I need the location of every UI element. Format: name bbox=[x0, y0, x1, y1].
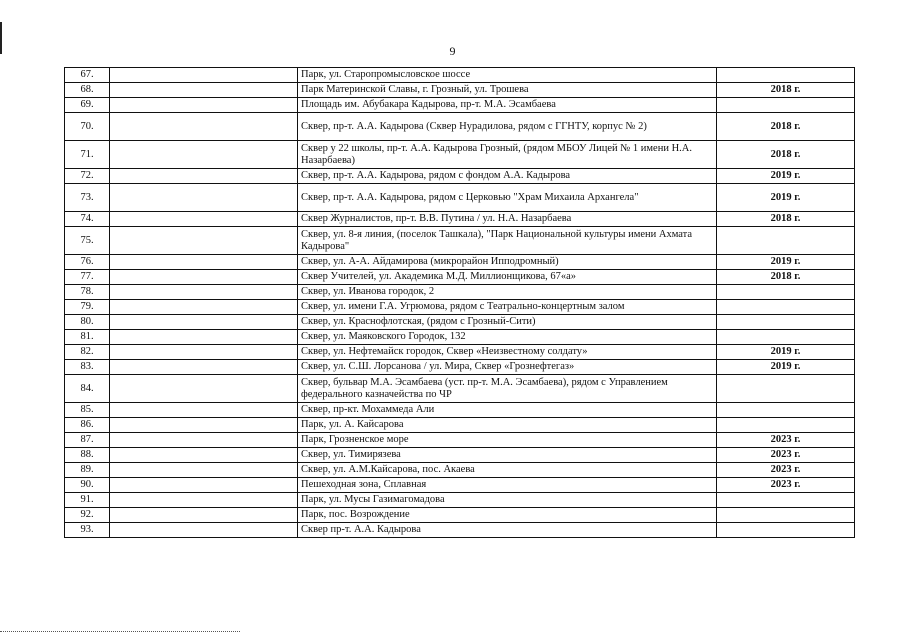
year-cell: 2018 г. bbox=[717, 113, 855, 141]
table-row bbox=[65, 330, 855, 345]
empty-cell bbox=[110, 418, 298, 433]
year-cell: 2018 г. bbox=[717, 141, 855, 169]
object-name: Сквер, ул. Краснофлотская, (рядом с Грозный-Сити) bbox=[298, 315, 717, 330]
object-name: Сквер, бульвар М.А. Эсамбаева (уст. пр-т. М.А. Эсамбаева), рядом с Управлением федерального казначейства по ЧР bbox=[298, 375, 717, 403]
table-row bbox=[65, 113, 855, 141]
table-row bbox=[65, 478, 855, 493]
object-name: Парк, ул. Старопромысловское шоссе bbox=[298, 68, 717, 83]
table-row bbox=[65, 184, 855, 212]
row-number: 80. bbox=[65, 315, 110, 330]
row-number: 81. bbox=[65, 330, 110, 345]
year-cell bbox=[717, 523, 855, 538]
empty-cell bbox=[110, 184, 298, 212]
scan-noise bbox=[0, 631, 240, 632]
table-row bbox=[65, 270, 855, 285]
empty-cell bbox=[110, 227, 298, 255]
object-name: Сквер Учителей, ул. Академика М.Д. Миллионщикова, 67«а» bbox=[298, 270, 717, 285]
empty-cell bbox=[110, 270, 298, 285]
row-number: 67. bbox=[65, 68, 110, 83]
year-cell bbox=[717, 300, 855, 315]
empty-cell bbox=[110, 255, 298, 270]
object-name: Сквер, ул. Нефтемайск городок, Сквер «Неизвестному солдату» bbox=[298, 345, 717, 360]
object-name: Сквер у 22 школы, пр-т. А.А. Кадырова Грозный, (рядом МБОУ Лицей № 1 имени Н.А. Назарбаева) bbox=[298, 141, 717, 169]
year-cell: 2023 г. bbox=[717, 433, 855, 448]
empty-cell bbox=[110, 433, 298, 448]
empty-cell bbox=[110, 463, 298, 478]
object-name: Сквер, ул. С.Ш. Лорсанова / ул. Мира, Сквер «Грознефтегаз» bbox=[298, 360, 717, 375]
year-cell bbox=[717, 315, 855, 330]
object-name: Сквер пр-т. А.А. Кадырова bbox=[298, 523, 717, 538]
object-name: Сквер, пр-т. А.А. Кадырова (Сквер Нурадилова, рядом с ГГНТУ, корпус № 2) bbox=[298, 113, 717, 141]
table-row bbox=[65, 300, 855, 315]
empty-cell bbox=[110, 360, 298, 375]
empty-cell bbox=[110, 403, 298, 418]
table-row bbox=[65, 433, 855, 448]
year-cell: 2018 г. bbox=[717, 212, 855, 227]
object-name: Сквер, пр-т. А.А. Кадырова, рядом с Церковью "Храм Михаила Архангела" bbox=[298, 184, 717, 212]
empty-cell bbox=[110, 315, 298, 330]
object-name: Парк, Грозненское море bbox=[298, 433, 717, 448]
table-row bbox=[65, 345, 855, 360]
year-cell: 2018 г. bbox=[717, 83, 855, 98]
empty-cell bbox=[110, 113, 298, 141]
object-name: Сквер, ул. А.М.Кайсарова, пос. Акаева bbox=[298, 463, 717, 478]
row-number: 82. bbox=[65, 345, 110, 360]
year-cell bbox=[717, 493, 855, 508]
empty-cell bbox=[110, 330, 298, 345]
table-row bbox=[65, 98, 855, 113]
table-row bbox=[65, 169, 855, 184]
table-row bbox=[65, 375, 855, 403]
row-number: 86. bbox=[65, 418, 110, 433]
year-cell: 2019 г. bbox=[717, 360, 855, 375]
empty-cell bbox=[110, 375, 298, 403]
year-cell bbox=[717, 508, 855, 523]
empty-cell bbox=[110, 212, 298, 227]
object-name: Сквер, ул. Маяковского Городок, 132 bbox=[298, 330, 717, 345]
row-number: 75. bbox=[65, 227, 110, 255]
empty-cell bbox=[110, 523, 298, 538]
row-number: 71. bbox=[65, 141, 110, 169]
empty-cell bbox=[110, 98, 298, 113]
row-number: 87. bbox=[65, 433, 110, 448]
table-row bbox=[65, 227, 855, 255]
table-row bbox=[65, 418, 855, 433]
year-cell: 2019 г. bbox=[717, 345, 855, 360]
empty-cell bbox=[110, 285, 298, 300]
row-number: 76. bbox=[65, 255, 110, 270]
year-cell bbox=[717, 330, 855, 345]
object-name: Парк, ул. А. Кайсарова bbox=[298, 418, 717, 433]
year-cell bbox=[717, 68, 855, 83]
year-cell bbox=[717, 403, 855, 418]
object-name: Пешеходная зона, Сплавная bbox=[298, 478, 717, 493]
object-name: Сквер, ул. имени Г.А. Угрюмова, рядом с Театрально-концертным залом bbox=[298, 300, 717, 315]
object-name: Сквер, пр-т. А.А. Кадырова, рядом с фондом А.А. Кадырова bbox=[298, 169, 717, 184]
table-row bbox=[65, 141, 855, 169]
table-row bbox=[65, 212, 855, 227]
row-number: 88. bbox=[65, 448, 110, 463]
object-name: Сквер, ул. 8-я линия, (поселок Ташкала), "Парк Национальной культуры имени Ахмата Кадырова" bbox=[298, 227, 717, 255]
empty-cell bbox=[110, 448, 298, 463]
year-cell bbox=[717, 375, 855, 403]
objects-table bbox=[64, 67, 855, 538]
empty-cell bbox=[110, 508, 298, 523]
row-number: 79. bbox=[65, 300, 110, 315]
table-row bbox=[65, 255, 855, 270]
object-name: Сквер, ул. Иванова городок, 2 bbox=[298, 285, 717, 300]
table-row bbox=[65, 493, 855, 508]
empty-cell bbox=[110, 83, 298, 98]
empty-cell bbox=[110, 345, 298, 360]
row-number: 73. bbox=[65, 184, 110, 212]
row-number: 89. bbox=[65, 463, 110, 478]
object-name: Парк, пос. Возрождение bbox=[298, 508, 717, 523]
row-number: 72. bbox=[65, 169, 110, 184]
year-cell: 2019 г. bbox=[717, 169, 855, 184]
table-row bbox=[65, 315, 855, 330]
object-name: Парк Материнской Славы, г. Грозный, ул. Трошева bbox=[298, 83, 717, 98]
row-number: 68. bbox=[65, 83, 110, 98]
year-cell bbox=[717, 98, 855, 113]
table-row bbox=[65, 448, 855, 463]
object-name: Сквер, ул. А-А. Айдамирова (микрорайон Ипподромный) bbox=[298, 255, 717, 270]
year-cell bbox=[717, 418, 855, 433]
page-number: 9 bbox=[449, 44, 456, 58]
object-name: Площадь им. Абубакара Кадырова, пр-т. М.А. Эсамбаева bbox=[298, 98, 717, 113]
row-number: 85. bbox=[65, 403, 110, 418]
object-name: Сквер, пр-кт. Мохаммеда Али bbox=[298, 403, 717, 418]
year-cell: 2023 г. bbox=[717, 478, 855, 493]
table-row bbox=[65, 68, 855, 83]
row-number: 90. bbox=[65, 478, 110, 493]
row-number: 91. bbox=[65, 493, 110, 508]
table-body bbox=[65, 68, 855, 538]
year-cell bbox=[717, 285, 855, 300]
table-row bbox=[65, 83, 855, 98]
row-number: 70. bbox=[65, 113, 110, 141]
empty-cell bbox=[110, 68, 298, 83]
year-cell: 2018 г. bbox=[717, 270, 855, 285]
object-name: Сквер, ул. Тимирязева bbox=[298, 448, 717, 463]
table-row bbox=[65, 508, 855, 523]
row-number: 77. bbox=[65, 270, 110, 285]
row-number: 93. bbox=[65, 523, 110, 538]
row-number: 92. bbox=[65, 508, 110, 523]
empty-cell bbox=[110, 300, 298, 315]
row-number: 83. bbox=[65, 360, 110, 375]
table-row bbox=[65, 523, 855, 538]
empty-cell bbox=[110, 141, 298, 169]
empty-cell bbox=[110, 493, 298, 508]
empty-cell bbox=[110, 478, 298, 493]
table-row bbox=[65, 285, 855, 300]
table-row bbox=[65, 463, 855, 478]
year-cell: 2023 г. bbox=[717, 463, 855, 478]
year-cell: 2019 г. bbox=[717, 184, 855, 212]
year-cell: 2023 г. bbox=[717, 448, 855, 463]
row-number: 74. bbox=[65, 212, 110, 227]
row-number: 69. bbox=[65, 98, 110, 113]
row-number: 78. bbox=[65, 285, 110, 300]
object-name: Парк, ул. Мусы Газимагомадова bbox=[298, 493, 717, 508]
table-row bbox=[65, 360, 855, 375]
year-cell: 2019 г. bbox=[717, 255, 855, 270]
row-number: 84. bbox=[65, 375, 110, 403]
empty-cell bbox=[110, 169, 298, 184]
object-name: Сквер Журналистов, пр-т. В.В. Путина / ул. Н.А. Назарбаева bbox=[298, 212, 717, 227]
year-cell bbox=[717, 227, 855, 255]
table-row bbox=[65, 403, 855, 418]
